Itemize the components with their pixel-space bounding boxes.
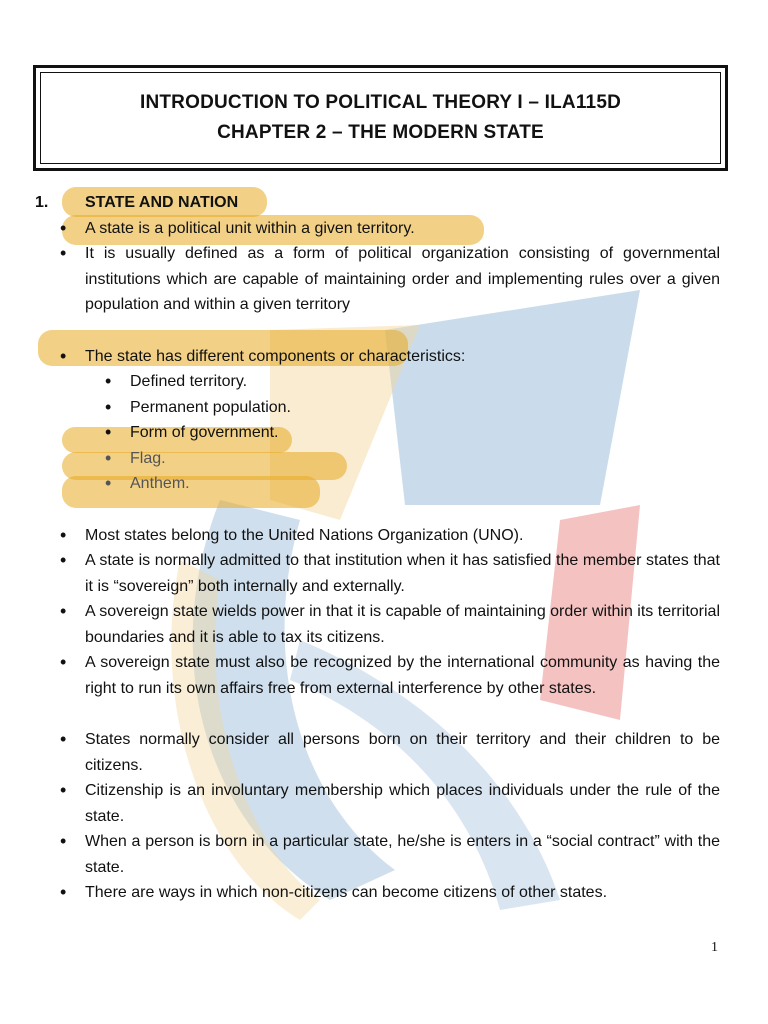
- bullet-list-components: [35, 344, 720, 497]
- list-item: • A sovereign state wields power in that it is capable of maintaining order within its territorial boundaries and it is able to tax its citizens.: [35, 599, 720, 650]
- list-item: • When a person is born in a particular state, he/she is enters in a “social contract” with the state.: [35, 829, 720, 880]
- title-box: [33, 65, 728, 171]
- spacer: [35, 497, 720, 523]
- sublist-item: • Flag.: [85, 446, 720, 472]
- bullet-list-citizenship: [35, 727, 720, 906]
- components-sublist: [85, 369, 720, 497]
- section-heading: [35, 190, 720, 216]
- sublist-item: • Form of government.: [85, 420, 720, 446]
- list-item: [35, 344, 720, 497]
- sublist-item: • Permanent population.: [85, 395, 720, 421]
- bullet-list-definition: [35, 216, 720, 318]
- list-item: • A state is a political unit within a given territory.: [35, 216, 720, 242]
- section-number: 1.: [35, 194, 49, 211]
- section-title: STATE AND NATION: [85, 194, 239, 211]
- title-inner-frame: [40, 72, 721, 164]
- bullet-list-sovereignty: [35, 523, 720, 702]
- chapter-title: CHAPTER 2 – THE MODERN STATE: [217, 122, 544, 143]
- components-intro: The state has different components or characteristics:: [85, 347, 466, 365]
- page-number: 1: [711, 940, 718, 955]
- list-item: • There are ways in which non-citizens can become citizens of other states.: [35, 880, 720, 906]
- list-item: • Most states belong to the United Nations Organization (UNO).: [35, 523, 720, 549]
- list-item: • It is usually defined as a form of political organization consisting of governmental institutions which are capable of maintaining order and implementing rules over a given population and within a given territory: [35, 241, 720, 318]
- list-item: • A state is normally admitted to that institution when it has satisfied the member states that it is “sovereign” both internally and externally.: [35, 548, 720, 599]
- spacer: [35, 318, 720, 344]
- sublist-item: • Defined territory.: [85, 369, 720, 395]
- list-item: • Citizenship is an involuntary membership which places individuals under the rule of the state.: [35, 778, 720, 829]
- course-title: INTRODUCTION TO POLITICAL THEORY I – ILA115D: [139, 92, 622, 113]
- list-item: • A sovereign state must also be recognized by the international community as having the right to run its own affairs free from external interference by other states.: [35, 650, 720, 701]
- sublist-item: • Anthem.: [85, 471, 720, 497]
- spacer: [35, 701, 720, 727]
- document-body: [35, 190, 720, 906]
- list-item: • States normally consider all persons born on their territory and their children to be citizens.: [35, 727, 720, 778]
